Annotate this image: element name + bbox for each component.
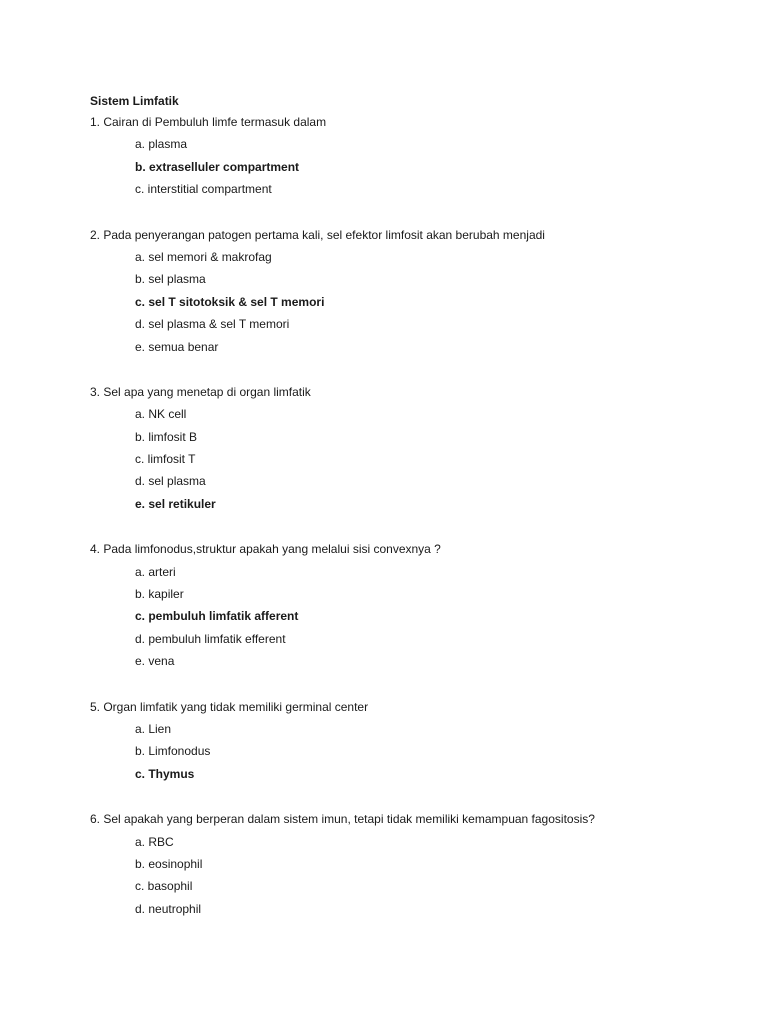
question-3 xyxy=(90,381,730,515)
answer-option: b. limfosit B xyxy=(135,429,198,444)
answer-option-correct: c. sel T sitotoksik & sel T memori xyxy=(135,294,325,309)
answer-option-correct: b. extraselluler compartment xyxy=(135,159,300,174)
answer-option: b. Limfonodus xyxy=(135,744,211,759)
answer-option: d. pembuluh limfatik efferent xyxy=(135,631,286,646)
answer-option: a. arteri xyxy=(135,564,176,579)
document-content xyxy=(90,91,730,943)
question-text: 5. Organ limfatik yang tidak memiliki germinal center xyxy=(90,699,369,714)
question-text: 3. Sel apa yang menetap di organ limfatik xyxy=(90,384,311,399)
question-text: 4. Pada limfonodus,struktur apakah yang melalui sisi convexnya ? xyxy=(90,542,441,557)
answer-option: d. sel plasma xyxy=(135,474,206,489)
answer-option: c. limfosit T xyxy=(135,452,196,467)
question-5 xyxy=(90,696,730,786)
question-text: 6. Sel apakah yang berperan dalam sistem imun, tetapi tidak memiliki kemampuan fagositosis? xyxy=(90,812,595,827)
answer-option: a. NK cell xyxy=(135,407,187,422)
answer-option: b. eosinophil xyxy=(135,856,203,871)
question-6 xyxy=(90,808,730,920)
answer-option-correct: c. pembuluh limfatik afferent xyxy=(135,609,299,624)
answer-option: a. plasma xyxy=(135,137,188,152)
question-4 xyxy=(90,538,730,672)
answer-option: a. Lien xyxy=(135,721,172,736)
answer-option: c. interstitial compartment xyxy=(135,182,272,197)
answer-option: a. sel memori & makrofag xyxy=(135,249,272,264)
answer-option-correct: e. sel retikuler xyxy=(135,496,216,511)
question-2 xyxy=(90,224,730,358)
answer-option: a. RBC xyxy=(135,834,174,849)
question-text: 1. Cairan di Pembuluh limfe termasuk dalam xyxy=(90,115,327,129)
answer-option: c. basophil xyxy=(135,879,193,894)
answer-option: e. vena xyxy=(135,654,175,669)
answer-option: b. sel plasma xyxy=(135,272,206,287)
answer-option: d. neutrophil xyxy=(135,901,202,916)
question-text: 2. Pada penyerangan patogen pertama kali, sel efektor limfosit akan berubah menjadi xyxy=(90,227,545,242)
answer-option: b. kapiler xyxy=(135,587,184,602)
answer-option: e. semua benar xyxy=(135,339,219,354)
document-title: Sistem Limfatik xyxy=(90,94,179,108)
answer-option: d. sel plasma & sel T memori xyxy=(135,317,290,332)
question-1 xyxy=(90,111,730,201)
answer-option-correct: c. Thymus xyxy=(135,766,195,781)
